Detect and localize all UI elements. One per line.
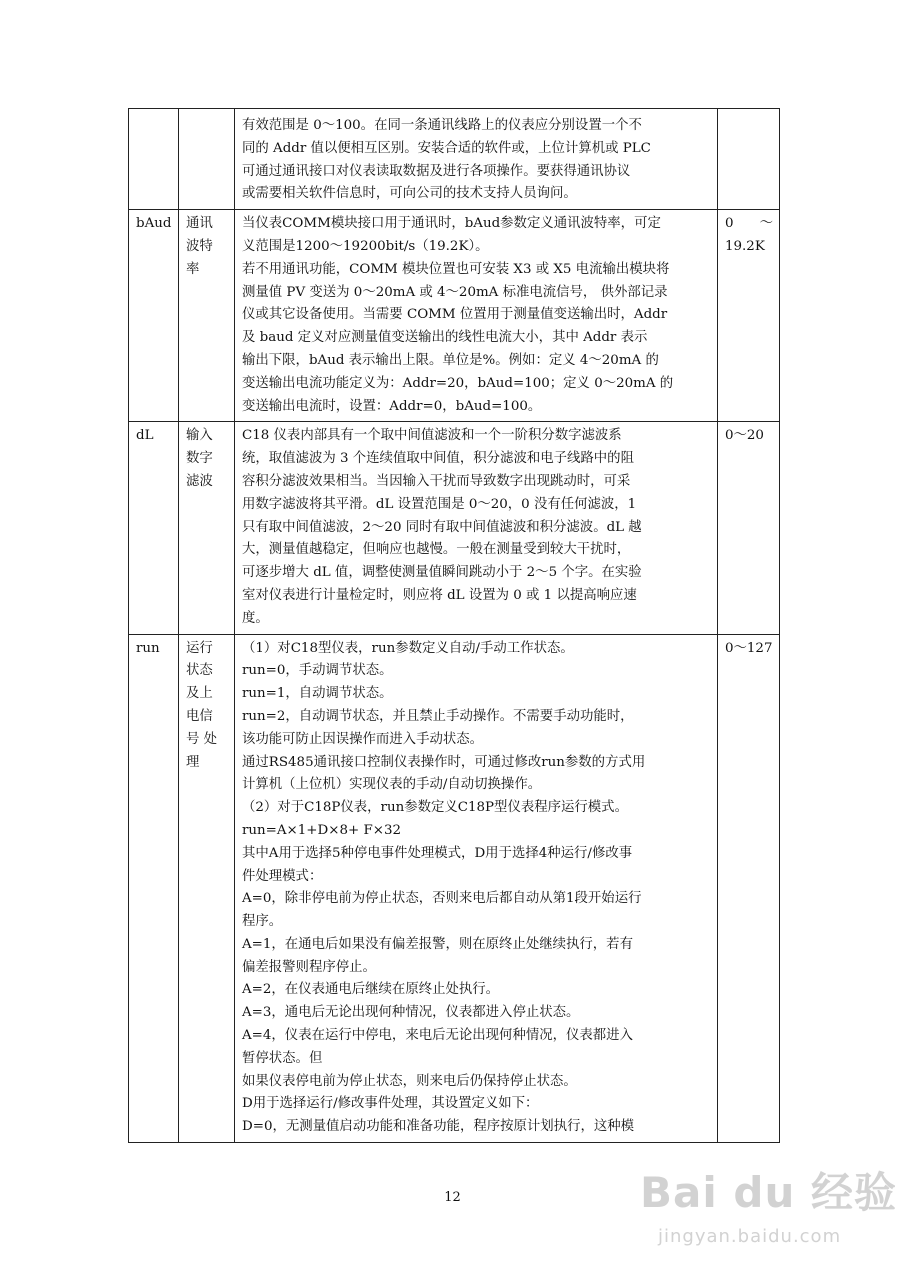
watermark-logo: Bai du 经验 (640, 1168, 897, 1217)
param-code: run (136, 640, 160, 656)
description-line: 输出下限，bAud 表示输出上限。单位是%。例如：定义 4～20mA 的 (242, 352, 659, 368)
param-name-cell (179, 210, 235, 422)
table-row (129, 210, 780, 422)
description-line: 其中A用于选择5种停电事件处理模式，D用于选择4种运行/修改事 (242, 845, 633, 861)
param-name-line: 通讯 (186, 216, 213, 232)
param-name-cell (179, 109, 235, 210)
parameter-table (128, 108, 780, 1143)
description-line: 容积分滤波效果相当。当因输入干扰而导致数字出现跳动时，可采 (242, 473, 631, 489)
description-line: D=0，无测量值启动功能和准备功能，程序按原计划执行，这种模 (242, 1119, 635, 1135)
description-line: 变送输出电流时，设置：Addr=0，bAud=100。 (242, 398, 542, 414)
description-line: 可通过通讯接口对仪表读取数据及进行各项操作。要获得通讯协议 (242, 163, 631, 179)
range-value: 0 (725, 216, 734, 232)
description-line: A=4，仪表在运行中停电，来电后无论出现何种情况，仪表都进入 (242, 1028, 633, 1044)
range-upper-value: 19.2K (725, 238, 765, 254)
param-name-line: 及上 (186, 686, 213, 702)
param-code: dL (136, 428, 154, 444)
param-range-cell (718, 634, 780, 1143)
description-line: 大，测量值越稳定，但响应也越慢。一般在测量受到较大干扰时， (242, 542, 631, 558)
range-value: 0～127 (725, 640, 773, 656)
description-line: 通过RS485通讯接口控制仪表操作时，可通过修改run参数的方式用 (242, 754, 646, 770)
range-value: 0～20 (725, 428, 764, 444)
param-name-line: 号 处 (186, 731, 218, 747)
description-line: 变送输出电流功能定义为：Addr=20，bAud=100；定义 0～20mA 的 (242, 375, 674, 391)
range-first-line (725, 638, 773, 661)
description-line: 有效范围是 0～100。在同一条通讯线路上的仪表应分别设置一个不 (242, 118, 642, 133)
description-line: A=0，除非停电前为停止状态，否则来电后都自动从第1段开始运行 (242, 891, 642, 907)
description-line: 如果仪表停电前为停止状态，则来电后仍保持停止状态。 (242, 1073, 577, 1089)
description-line: run=2，自动调节状态，并且禁止手动操作。不需要手动功能时， (242, 708, 634, 724)
description-line: 暂停状态。但 (242, 1050, 323, 1066)
description-line: 件处理模式： (242, 868, 323, 884)
range-separator: ～ (759, 216, 773, 232)
page-number: 12 (444, 1190, 461, 1205)
description-line: 度。 (242, 610, 269, 626)
description-line: （2）对于C18P仪表，run参数定义C18P型仪表程序运行模式。 (242, 800, 628, 816)
param-description-cell (235, 634, 718, 1143)
param-name-line: 状态 (186, 663, 213, 679)
param-description-cell (235, 422, 718, 634)
description-line: 室对仪表进行计量检定时，则应将 dL 设置为 0 或 1 以提高响应速 (242, 587, 637, 603)
description-line: D用于选择运行/修改事件处理，其设置定义如下： (242, 1096, 539, 1112)
description-line: 只有取中间值滤波，2～20 同时有取中间值滤波和积分滤波。dL 越 (242, 519, 642, 535)
param-range-cell (718, 422, 780, 634)
description-line: 可逐步增大 dL 值，调整使测量值瞬间跳动小于 2～5 个字。在实验 (242, 565, 642, 581)
baidu-jingyan-watermark (610, 1160, 900, 1275)
description-line: 及 baud 定义对应测量值变送输出的线性电流大小，其中 Addr 表示 (242, 330, 648, 346)
table-row (129, 422, 780, 634)
range-first-line (725, 425, 773, 448)
description-line: C18 仪表内部具有一个取中间值滤波和一个一阶积分数字滤波系 (242, 428, 622, 444)
param-name-line: 率 (186, 261, 200, 277)
param-name-line: 滤波 (186, 473, 213, 489)
param-code-cell (129, 109, 179, 210)
description-line: （1）对C18型仪表，run参数定义自动/手动工作状态。 (242, 640, 574, 656)
param-range-cell (718, 109, 780, 210)
param-description-cell (235, 210, 718, 422)
description-line: 统，取值滤波为 3 个连续值取中间值，积分滤波和电子线路中的阻 (242, 451, 634, 467)
param-name-line: 输入 (186, 428, 213, 444)
description-line: run=1，自动调节状态。 (242, 686, 393, 702)
param-code: bAud (136, 216, 172, 232)
description-line: 或需要相关软件信息时，可向公司的技术支持人员询问。 (242, 186, 577, 202)
description-line: 若不用通讯功能，COMM 模块位置也可安装 X3 或 X5 电流输出模块将 (242, 261, 670, 277)
param-code-cell (129, 210, 179, 422)
param-name-line: 数字 (186, 451, 213, 467)
description-line: 偏差报警则程序停止。 (242, 959, 376, 975)
range-first-line (725, 213, 773, 236)
description-line: 程序。 (242, 914, 283, 930)
description-line: 用数字滤波将其平滑。dL 设置范围是 0～20，0 没有任何滤波，1 (242, 496, 637, 512)
description-line: 同的 Addr 值以便相互区别。安装合适的软件或，上位计算机或 PLC (242, 140, 651, 156)
param-name-line: 电信 (186, 708, 213, 724)
param-name-line: 运行 (186, 640, 213, 656)
description-line: 当仪表COMM模块接口用于通讯时，bAud参数定义通讯波特率，可定 (242, 216, 661, 232)
param-name-line: 理 (186, 754, 200, 770)
description-line: 仪或其它设备使用。当需要 COMM 位置用于测量值变送输出时，Addr (242, 307, 668, 323)
param-description-cell (235, 109, 718, 210)
description-line: 义范围是1200～19200bit/s（19.2K）。 (242, 238, 489, 254)
param-code-cell (129, 422, 179, 634)
description-line: A=1，在通电后如果没有偏差报警，则在原终止处继续执行，若有 (242, 936, 633, 952)
description-line: A=2，在仪表通电后继续在原终止处执行。 (242, 982, 500, 998)
description-line: 该功能可防止因误操作而进入手动状态。 (242, 731, 484, 747)
description-line: run=0，手动调节状态。 (242, 663, 393, 679)
table-row (129, 109, 780, 210)
description-line: 计算机（上位机）实现仪表的手动/自动切换操作。 (242, 777, 542, 793)
description-line: 测量值 PV 变送为 0～20mA 或 4～20mA 标准电流信号， 供外部记录 (242, 284, 668, 300)
param-range-cell (718, 210, 780, 422)
param-name-line: 波特 (186, 238, 213, 254)
table-row (129, 634, 780, 1143)
param-code-cell (129, 634, 179, 1143)
description-line: A=3，通电后无论出现何种情况，仪表都进入停止状态。 (242, 1005, 580, 1021)
param-name-cell (179, 634, 235, 1143)
watermark-site: jingyan.baidu.com (658, 1226, 842, 1247)
parameter-table-body (129, 109, 780, 1143)
param-name-cell (179, 422, 235, 634)
description-line: run=A×1+D×8+ F×32 (242, 822, 402, 838)
